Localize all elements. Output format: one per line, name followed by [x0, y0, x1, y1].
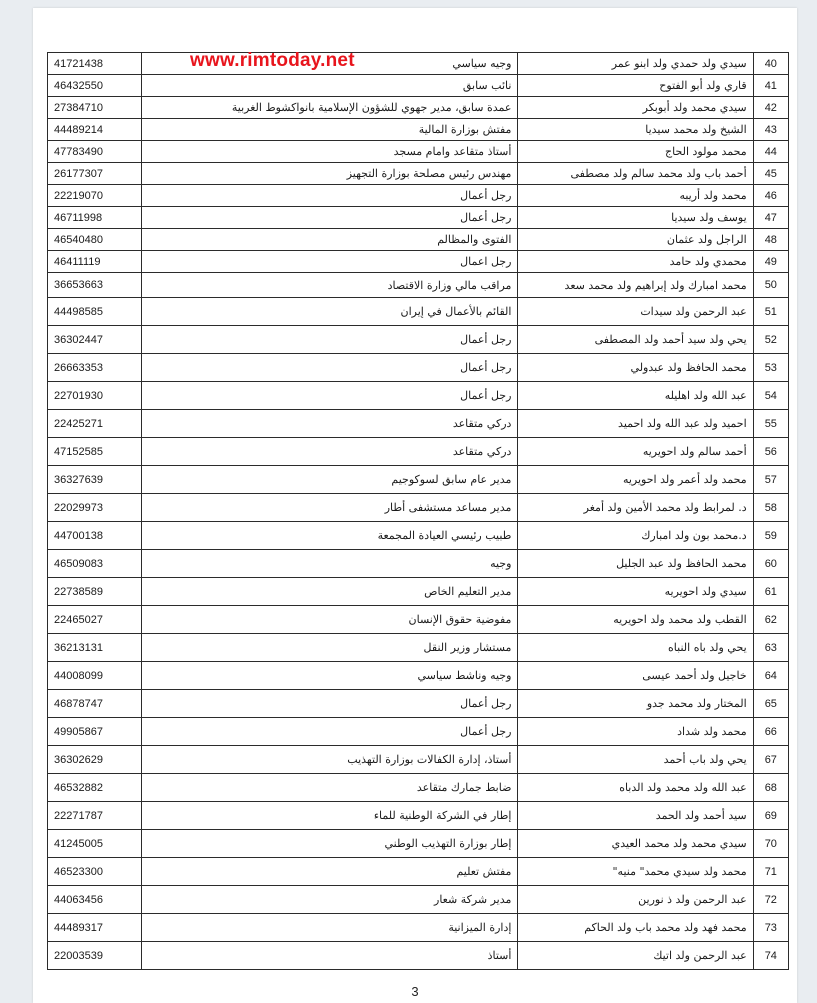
occupation-cell: أستاذ متقاعد وامام مسجد — [141, 141, 518, 163]
occupation-cell: مهندس رئيس مصلحة بوزارة التجهيز — [141, 163, 518, 185]
name-cell: أحمد باب ولد محمد سالم ولد مصطفى — [518, 163, 753, 185]
occupation-cell: مدير عام سابق لسوكوجيم — [141, 466, 518, 494]
row-number-cell: 62 — [753, 606, 788, 634]
phone-cell: 44700138 — [48, 522, 142, 550]
row-number-cell: 67 — [753, 746, 788, 774]
table-row — [48, 718, 789, 746]
occupation-cell: رجل أعمال — [141, 690, 518, 718]
row-number-cell: 66 — [753, 718, 788, 746]
occupation-cell: مدير التعليم الخاص — [141, 578, 518, 606]
row-number-cell: 42 — [753, 97, 788, 119]
table-row — [48, 494, 789, 522]
phone-cell: 22029973 — [48, 494, 142, 522]
occupation-cell: دركي متقاعد — [141, 410, 518, 438]
table-row — [48, 466, 789, 494]
name-cell: الشيخ ولد محمد سيديا — [518, 119, 753, 141]
phone-cell: 22219070 — [48, 185, 142, 207]
occupation-cell: رجل أعمال — [141, 354, 518, 382]
occupation-cell: مفتش تعليم — [141, 858, 518, 886]
table-row — [48, 858, 789, 886]
name-cell: محمد ولد أعمر ولد احويريه — [518, 466, 753, 494]
phone-cell: 46711998 — [48, 207, 142, 229]
name-cell: يحي ولد باب أحمد — [518, 746, 753, 774]
table-row — [48, 298, 789, 326]
row-number-cell: 69 — [753, 802, 788, 830]
table-row — [48, 354, 789, 382]
table-row — [48, 229, 789, 251]
row-number-cell: 51 — [753, 298, 788, 326]
phone-cell: 26663353 — [48, 354, 142, 382]
name-cell: قاري ولد أبو الفتوح — [518, 75, 753, 97]
row-number-cell: 43 — [753, 119, 788, 141]
name-cell: الراجل ولد عثمان — [518, 229, 753, 251]
phone-cell: 46411119 — [48, 251, 142, 273]
table-row — [48, 522, 789, 550]
row-number-cell: 52 — [753, 326, 788, 354]
table-row — [48, 942, 789, 970]
name-cell: سيدي ولد حمدي ولد ابنو عمر — [518, 53, 753, 75]
table-row — [48, 97, 789, 119]
row-number-cell: 46 — [753, 185, 788, 207]
phone-cell: 44008099 — [48, 662, 142, 690]
name-cell: محمد مولود الحاج — [518, 141, 753, 163]
name-cell: سيدي ولد احويريه — [518, 578, 753, 606]
occupation-cell: مفوضية حقوق الإنسان — [141, 606, 518, 634]
occupation-cell: نائب سابق — [141, 75, 518, 97]
phone-cell: 36302447 — [48, 326, 142, 354]
row-number-cell: 41 — [753, 75, 788, 97]
name-cell: د. لمرابط ولد محمد الأمين ولد أمغر — [518, 494, 753, 522]
name-cell: محمد ولد أريبه — [518, 185, 753, 207]
phone-cell: 22003539 — [48, 942, 142, 970]
occupation-cell: أستاذ، إدارة الكفالات بوزارة التهذيب — [141, 746, 518, 774]
table-row — [48, 75, 789, 97]
table-row — [48, 163, 789, 185]
phone-cell: 36302629 — [48, 746, 142, 774]
phone-cell: 41721438 — [48, 53, 142, 75]
table-row — [48, 914, 789, 942]
row-number-cell: 68 — [753, 774, 788, 802]
row-number-cell: 56 — [753, 438, 788, 466]
table-row — [48, 382, 789, 410]
table-row — [48, 606, 789, 634]
table-row — [48, 326, 789, 354]
phone-cell: 44498585 — [48, 298, 142, 326]
occupation-cell: مفتش بوزارة المالية — [141, 119, 518, 141]
phone-cell: 22425271 — [48, 410, 142, 438]
table-row — [48, 273, 789, 298]
name-cell: محمد الحافظ ولد عبدولي — [518, 354, 753, 382]
row-number-cell: 48 — [753, 229, 788, 251]
phone-cell: 46540480 — [48, 229, 142, 251]
table-row — [48, 578, 789, 606]
name-cell: عبد الله ولد محمد ولد الدباه — [518, 774, 753, 802]
table-row — [48, 410, 789, 438]
name-cell: يحي ولد سيد أحمد ولد المصطفى — [518, 326, 753, 354]
name-cell: سيدي محمد ولد محمد العيدي — [518, 830, 753, 858]
occupation-cell: دركي متقاعد — [141, 438, 518, 466]
document-page — [33, 8, 797, 1003]
table-row — [48, 251, 789, 273]
table-row — [48, 746, 789, 774]
row-number-cell: 72 — [753, 886, 788, 914]
occupation-cell: رجل اعمال — [141, 251, 518, 273]
row-number-cell: 61 — [753, 578, 788, 606]
name-cell: عبد الرحمن ولد ذ نورين — [518, 886, 753, 914]
name-cell: محمد ولد سيدي محمد" منيه" — [518, 858, 753, 886]
name-cell: سيدي محمد ولد أبوبكر — [518, 97, 753, 119]
occupation-cell: القائم بالأعمال في إيران — [141, 298, 518, 326]
occupation-cell: رجل أعمال — [141, 382, 518, 410]
occupation-cell: إدارة الميزانية — [141, 914, 518, 942]
phone-cell: 36327639 — [48, 466, 142, 494]
row-number-cell: 55 — [753, 410, 788, 438]
name-cell: احميد ولد عبد الله ولد احميد — [518, 410, 753, 438]
occupation-cell: عمدة سابق، مدير جهوي للشؤون الإسلامية بانواكشوط الغربية — [141, 97, 518, 119]
table-row — [48, 141, 789, 163]
phone-cell: 49905867 — [48, 718, 142, 746]
row-number-cell: 54 — [753, 382, 788, 410]
name-cell: محمد الحافظ ولد عبد الجليل — [518, 550, 753, 578]
page-number: 3 — [411, 984, 419, 999]
name-cell: د.محمد بون ولد امبارك — [518, 522, 753, 550]
table-row — [48, 774, 789, 802]
contacts-table — [47, 52, 789, 970]
phone-cell: 47783490 — [48, 141, 142, 163]
phone-cell: 47152585 — [48, 438, 142, 466]
name-cell: محمد فهد ولد محمد باب ولد الحاكم — [518, 914, 753, 942]
row-number-cell: 40 — [753, 53, 788, 75]
name-cell: أحمد سالم ولد احويريه — [518, 438, 753, 466]
occupation-cell: وجيه — [141, 550, 518, 578]
phone-cell: 44063456 — [48, 886, 142, 914]
table-row — [48, 185, 789, 207]
table-row — [48, 830, 789, 858]
occupation-cell: إطار بوزارة التهذيب الوطني — [141, 830, 518, 858]
row-number-cell: 53 — [753, 354, 788, 382]
occupation-cell: أستاذ — [141, 942, 518, 970]
phone-cell: 22701930 — [48, 382, 142, 410]
phone-cell: 36653663 — [48, 273, 142, 298]
phone-cell: 46432550 — [48, 75, 142, 97]
name-cell: محمد ولد شداد — [518, 718, 753, 746]
phone-cell: 44489214 — [48, 119, 142, 141]
occupation-cell: رجل أعمال — [141, 718, 518, 746]
occupation-cell: الفتوى والمظالم — [141, 229, 518, 251]
phone-cell: 46532882 — [48, 774, 142, 802]
phone-cell: 36213131 — [48, 634, 142, 662]
phone-cell: 22738589 — [48, 578, 142, 606]
occupation-cell: رجل أعمال — [141, 326, 518, 354]
occupation-cell: مستشار وزير النقل — [141, 634, 518, 662]
phone-cell: 22271787 — [48, 802, 142, 830]
occupation-cell: إطار في الشركة الوطنية للماء — [141, 802, 518, 830]
phone-cell: 46523300 — [48, 858, 142, 886]
name-cell: عبد الرحمن ولد اتيك — [518, 942, 753, 970]
occupation-cell: مراقب مالي وزارة الاقتصاد — [141, 273, 518, 298]
contacts-table-body — [48, 53, 789, 970]
row-number-cell: 47 — [753, 207, 788, 229]
phone-cell: 26177307 — [48, 163, 142, 185]
phone-cell: 27384710 — [48, 97, 142, 119]
occupation-cell: وجيه وناشط سياسي — [141, 662, 518, 690]
row-number-cell: 60 — [753, 550, 788, 578]
row-number-cell: 57 — [753, 466, 788, 494]
watermark-text: www.rimtoday.net — [190, 50, 355, 71]
occupation-cell: طبيب رئيسي العيادة المجمعة — [141, 522, 518, 550]
occupation-cell: مدير شركة شعار — [141, 886, 518, 914]
row-number-cell: 65 — [753, 690, 788, 718]
occupation-cell: ضابط جمارك متقاعد — [141, 774, 518, 802]
name-cell: عبد الله ولد اهليله — [518, 382, 753, 410]
name-cell: خاجيل ولد أحمد عيسى — [518, 662, 753, 690]
table-row — [48, 690, 789, 718]
row-number-cell: 74 — [753, 942, 788, 970]
table-row — [48, 634, 789, 662]
name-cell: يوسف ولد سيديا — [518, 207, 753, 229]
row-number-cell: 73 — [753, 914, 788, 942]
row-number-cell: 50 — [753, 273, 788, 298]
name-cell: يحي ولد باه النباه — [518, 634, 753, 662]
row-number-cell: 58 — [753, 494, 788, 522]
name-cell: المختار ولد محمد جدو — [518, 690, 753, 718]
phone-cell: 46509083 — [48, 550, 142, 578]
row-number-cell: 49 — [753, 251, 788, 273]
table-row — [48, 207, 789, 229]
row-number-cell: 63 — [753, 634, 788, 662]
table-row — [48, 119, 789, 141]
phone-cell: 44489317 — [48, 914, 142, 942]
table-row — [48, 438, 789, 466]
row-number-cell: 44 — [753, 141, 788, 163]
row-number-cell: 71 — [753, 858, 788, 886]
row-number-cell: 70 — [753, 830, 788, 858]
table-row — [48, 662, 789, 690]
name-cell: محمد امبارك ولد إبراهيم ولد محمد سعد — [518, 273, 753, 298]
row-number-cell: 64 — [753, 662, 788, 690]
name-cell: القطب ولد محمد ولد احويريه — [518, 606, 753, 634]
occupation-cell: وجيه سياسي — [141, 53, 518, 75]
name-cell: سيد أحمد ولد الحمد — [518, 802, 753, 830]
phone-cell: 22465027 — [48, 606, 142, 634]
occupation-cell: مدير مساعد مستشفى أطار — [141, 494, 518, 522]
occupation-cell: رجل أعمال — [141, 207, 518, 229]
name-cell: محمدي ولد حامد — [518, 251, 753, 273]
phone-cell: 46878747 — [48, 690, 142, 718]
name-cell: عبد الرحمن ولد سيدات — [518, 298, 753, 326]
row-number-cell: 45 — [753, 163, 788, 185]
table-row — [48, 886, 789, 914]
row-number-cell: 59 — [753, 522, 788, 550]
table-row — [48, 802, 789, 830]
phone-cell: 41245005 — [48, 830, 142, 858]
table-row — [48, 53, 789, 75]
occupation-cell: رجل أعمال — [141, 185, 518, 207]
table-row — [48, 550, 789, 578]
